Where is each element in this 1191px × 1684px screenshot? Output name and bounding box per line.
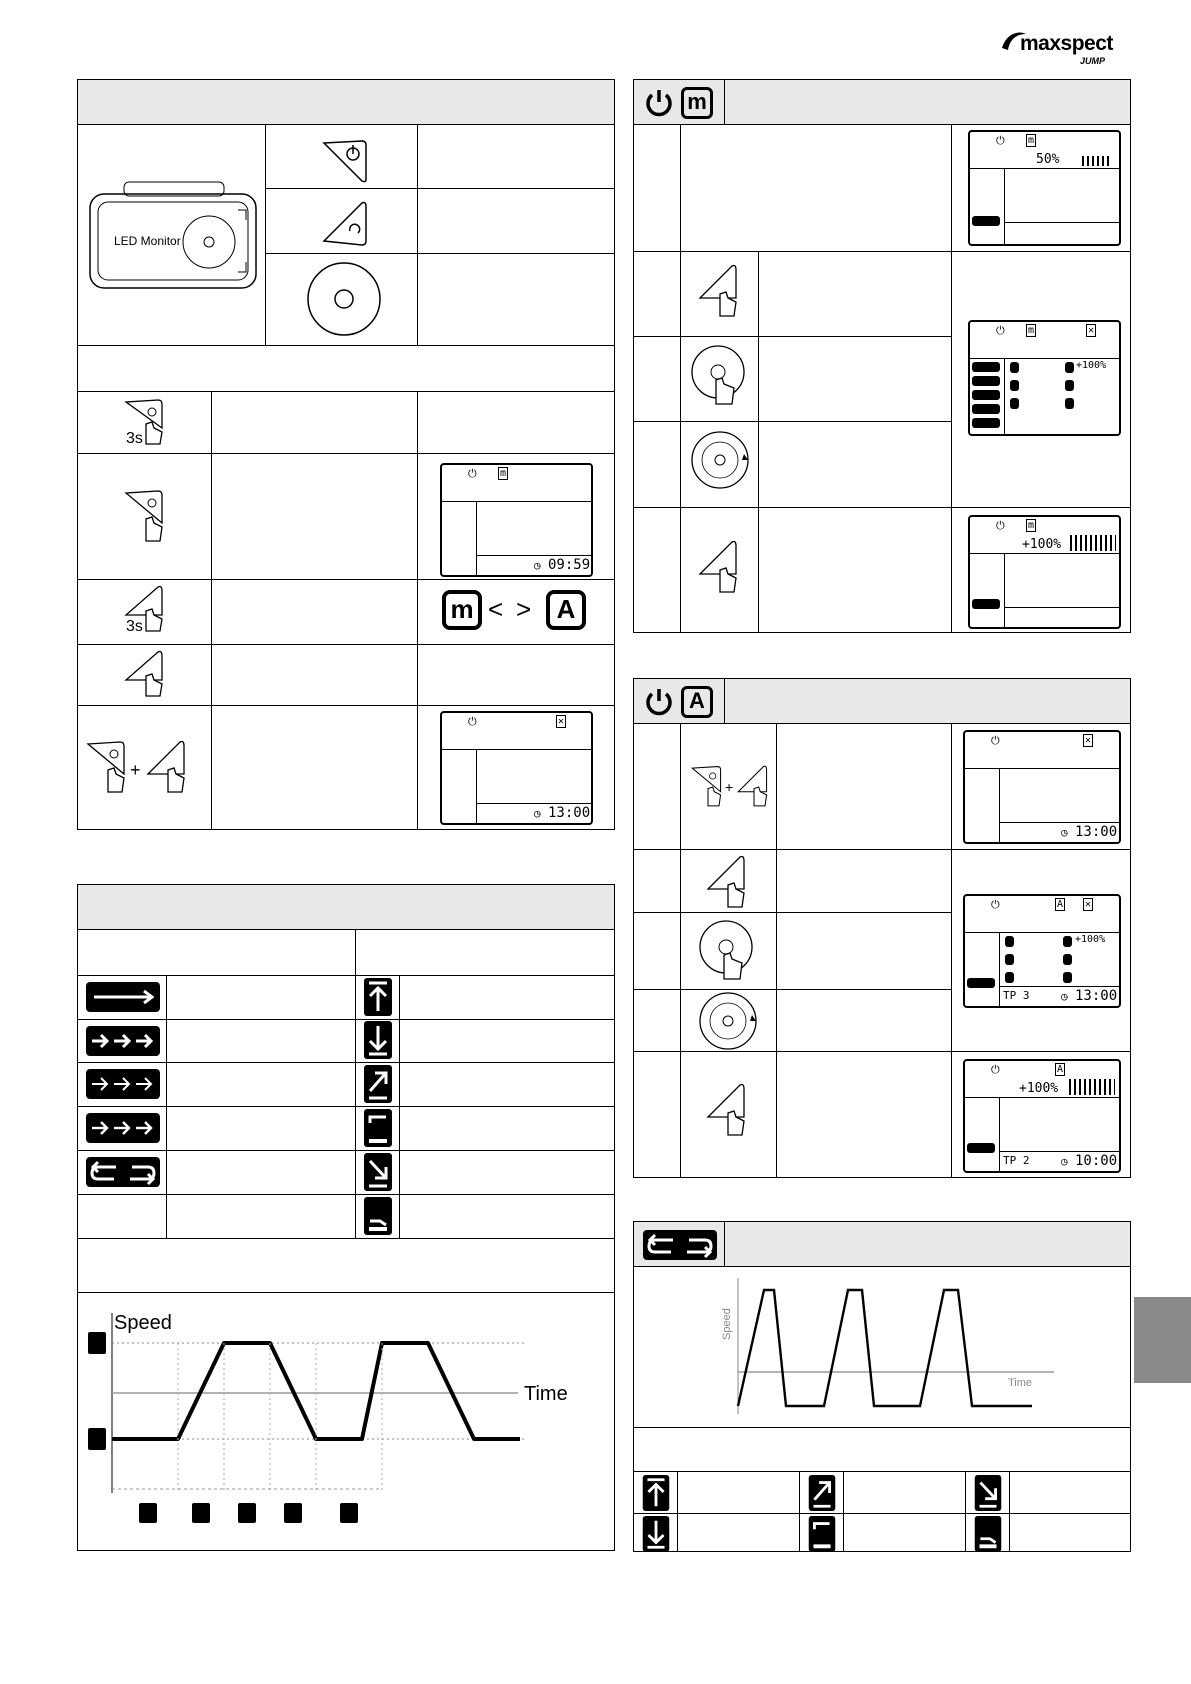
controls-table: [77, 79, 615, 830]
press-power-hand-icon: [124, 489, 168, 545]
lcd-speed-value: 50%: [1036, 152, 1060, 167]
lcd-feed-icon: ✕: [1085, 735, 1092, 746]
hold-high-icon: [364, 1109, 392, 1147]
mode-a-badge: A: [546, 590, 586, 630]
chart-xlabel: Time: [524, 1383, 568, 1405]
lcd-clock-1300: [963, 730, 1121, 844]
controller-illustration: [88, 180, 258, 290]
press-wheel-hand-icon: [690, 344, 750, 408]
manual-mode-table: [633, 79, 1131, 633]
wheel-icon[interactable]: [306, 261, 382, 337]
press-mode-hand-icon: [124, 650, 168, 700]
lcd-speed-value: +100%: [1022, 537, 1062, 552]
combo-power-hand-icon: [86, 740, 130, 796]
combo-plus: +: [725, 779, 734, 795]
lcd-auto-program: [963, 894, 1121, 1008]
max-speed-icon: [641, 1475, 671, 1511]
power-button-icon[interactable]: [320, 135, 370, 185]
lcd-clock-value: 13:00: [1075, 824, 1118, 840]
lcd-a-icon: A: [1057, 899, 1064, 910]
lcd-clock-0959: [440, 463, 593, 577]
rotate-wheel-icon: [698, 991, 760, 1053]
hold-low-marker-icon: [139, 1503, 157, 1523]
hold-high-marker-icon: [238, 1503, 256, 1523]
ramp-down-icon: [364, 1153, 392, 1191]
press-mode-hand-icon: [706, 855, 750, 911]
max-speed-marker-icon: [88, 1332, 106, 1354]
lcd-max-speed-value: +100%: [1076, 360, 1107, 371]
controls-header: [78, 80, 614, 125]
random-mode-icon: [86, 1069, 160, 1099]
mode-switch-graphic: [442, 590, 592, 634]
max-speed-icon: [364, 978, 392, 1016]
lcd-feed-icon: ✕: [558, 716, 565, 727]
min-speed-icon: [641, 1516, 671, 1552]
lcd-clock-value: 09:59: [548, 557, 591, 573]
lcd-clock-icon: ◷: [1061, 826, 1068, 839]
hold-low-icon: [364, 1197, 392, 1235]
chart-xlabel: Time: [1008, 1377, 1033, 1389]
constant-mode-icon: [86, 982, 160, 1012]
lcd-feed-icon: ✕: [1088, 325, 1095, 336]
chart-ylabel: Speed: [721, 1308, 733, 1340]
lcd-power-icon: ⏻: [996, 324, 1005, 337]
lcd-clock-value: 10:00: [1075, 1153, 1118, 1169]
lcd-m-icon: m: [1028, 520, 1035, 531]
lcd-constant-mode-indicator: [972, 216, 1000, 226]
min-speed-marker-icon: [88, 1428, 106, 1450]
combo-mode-hand-icon: [146, 740, 190, 796]
lcd-max-speed-value: +100%: [1075, 934, 1106, 945]
chart-ylabel: Speed: [114, 1312, 172, 1334]
lcd-auto-speed: [963, 1059, 1121, 1173]
hold-3s-label-mode: 3s: [126, 618, 143, 635]
min-speed-icon: [364, 1021, 392, 1059]
lcd-power-icon: ⏻: [996, 519, 1005, 532]
lcd-feed-icon: ✕: [1085, 899, 1092, 910]
auto-badge: A: [681, 686, 713, 718]
lcd-clock-icon: ◷: [534, 807, 541, 820]
lcd-clock-icon: ◷: [534, 559, 541, 572]
controller-label: LED Monitor: [114, 234, 181, 248]
ramp-up-icon: [364, 1065, 392, 1103]
mode-lt: <: [488, 594, 504, 624]
lcd-clock-value: 13:00: [548, 805, 591, 821]
alternate-mode-icon: [643, 1230, 717, 1260]
lcd-m-icon: m: [1028, 135, 1035, 146]
press-mode-hand-icon-2: [706, 1083, 750, 1139]
press-mode-hand-icon-2: [698, 540, 742, 596]
speed-time-chart: [78, 1293, 614, 1551]
combo-plus: +: [130, 760, 141, 780]
lcd-speed-100: [968, 515, 1121, 629]
ramp-up-icon: [807, 1475, 837, 1511]
ramp-down-icon: [973, 1475, 1003, 1511]
mode-gt: >: [516, 594, 532, 624]
alternate-speed-chart: [634, 1268, 1130, 1426]
lcd-constant-mode-indicator: [967, 1143, 995, 1153]
lcd-m-icon: m: [1028, 325, 1035, 336]
lcd-power-icon: ⏻: [468, 467, 477, 480]
mode-button-icon[interactable]: [320, 197, 370, 247]
press-wheel-hand-icon: [698, 919, 758, 983]
lcd-clock-value: 13:00: [1075, 988, 1118, 1004]
lcd-tp-value: TP 3: [1003, 989, 1030, 1002]
hold-high-icon: [807, 1516, 837, 1552]
wave-modes-table: [77, 884, 615, 1551]
lcd-power-icon: ⏻: [991, 1063, 1000, 1076]
alternate-series-line: [738, 1290, 1032, 1406]
ramp-down-marker-icon: [284, 1503, 302, 1523]
power-badge-icon: [643, 87, 675, 119]
lcd-power-icon: ⏻: [468, 715, 477, 728]
brand-logo: [998, 24, 1118, 68]
lcd-power-icon: ⏻: [991, 734, 1000, 747]
lcd-mode-select: [968, 320, 1121, 436]
press-mode-hand-icon: [698, 264, 742, 320]
brand-sub: JUMP: [1080, 56, 1106, 66]
lcd-tp-value: TP 2: [1003, 1154, 1030, 1167]
lcd-clock-1300-auto: [440, 711, 593, 825]
gyre-mode-icon: [86, 1113, 160, 1143]
lcd-clock-icon: ◷: [1061, 990, 1068, 1003]
auto-mode-table: [633, 678, 1131, 1178]
alternate-mode-table: [633, 1221, 1131, 1552]
lcd-power-icon: ⏻: [991, 898, 1000, 911]
side-tab: [1134, 1297, 1191, 1383]
wave-modes-header: [78, 885, 614, 930]
brand-name: maxspect: [1020, 32, 1113, 55]
ramp-up-marker-icon: [192, 1503, 210, 1523]
combo-power-hand-icon: [690, 765, 726, 809]
hold-3s-label: 3s: [126, 430, 143, 447]
lcd-clock-icon: ◷: [1061, 1155, 1068, 1168]
lcd-power-icon: ⏻: [996, 134, 1005, 147]
alternate-mode-icon: [86, 1157, 160, 1187]
mode-m-badge: m: [442, 590, 482, 630]
lcd-speed-bars: [1082, 156, 1112, 166]
hold-low-marker-icon: [340, 1503, 358, 1523]
lcd-a-icon: A: [1057, 1064, 1064, 1075]
lcd-m-icon: m: [500, 468, 507, 479]
combo-mode-hand-icon: [736, 765, 772, 809]
lcd-speed-bars: [1070, 535, 1116, 551]
lcd-speed-bars: [1069, 1079, 1115, 1095]
manual-badge: m: [681, 87, 713, 119]
lcd-speed-50: [968, 130, 1121, 246]
rotate-wheel-icon: [690, 430, 752, 492]
power-badge-icon: [643, 686, 675, 718]
pulse-mode-icon: [86, 1026, 160, 1056]
hold-low-icon: [973, 1516, 1003, 1552]
lcd-speed-value: +100%: [1019, 1081, 1059, 1096]
lcd-constant-mode-indicator: [972, 599, 1000, 609]
lcd-constant-mode-indicator: [967, 978, 995, 988]
